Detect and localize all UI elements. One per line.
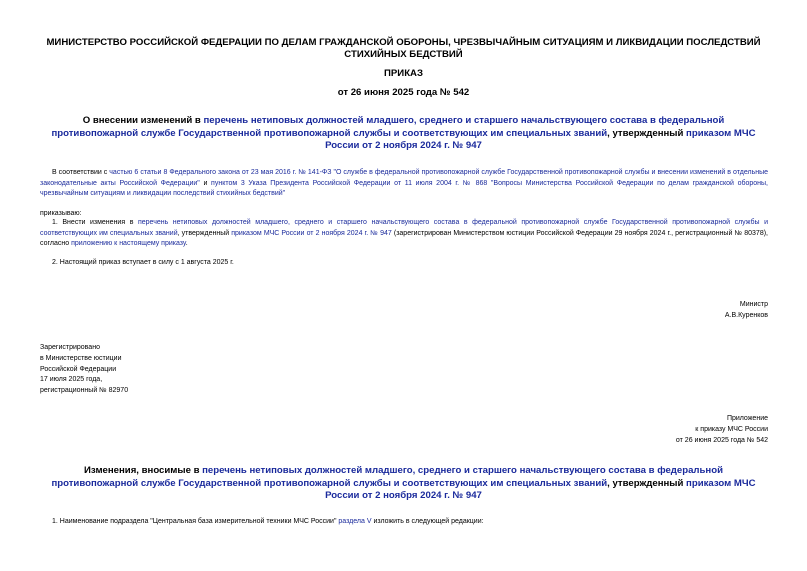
item1-text-c: (зарегистрирован Министерством юстиции Российской Федерации 29 ноября 2024 г., регистрационный № 80378), согласно bbox=[40, 229, 768, 247]
appendix-line: Приложение bbox=[726, 415, 768, 422]
signature-name: А.В.Куренков bbox=[724, 311, 768, 319]
title-prefix: О внесении изменений в bbox=[82, 115, 204, 126]
appendix-line: от 26 июня 2025 года № 542 bbox=[675, 436, 768, 444]
item1-text-d: . bbox=[185, 240, 188, 247]
paragraph-preamble bbox=[40, 168, 768, 200]
registration-line: 17 июля 2025 года, bbox=[40, 376, 103, 384]
item1-link-appendix[interactable]: приложению к настоящему приказу bbox=[71, 240, 186, 247]
item1-link-order[interactable]: приказом МЧС России от 2 ноября 2024 г. № 947 bbox=[231, 229, 392, 237]
changes-item1-text-b: изложить в следующей редакции: bbox=[371, 518, 484, 525]
paragraph-order-word: приказываю: bbox=[40, 210, 82, 217]
registration-line: в Министерстве юстиции bbox=[40, 354, 122, 362]
changes-item1-text-a: 1. Наименование подраздела "Центральная база измерительной техники МЧС России" bbox=[52, 518, 339, 525]
document-title bbox=[40, 115, 767, 153]
item1-link-list[interactable]: перечень нетиповых должностей младшего, среднего и старшего начальствующего состава в федеральной противопожарной службе Государственной противопожарной службы и соответствующих им специальных званий bbox=[40, 219, 769, 237]
changes-title-link-list[interactable]: перечень нетиповых должностей младшего, среднего и старшего начальствующего состава в федеральной противопожарной службе Государственной противопожарной службы и соответствующих им специальных званий bbox=[51, 465, 723, 489]
item1-text-b: , утвержденный bbox=[177, 229, 232, 237]
changes-title-middle: , утвержденный bbox=[607, 477, 687, 489]
preamble-text-a: В соответствии с bbox=[52, 169, 110, 176]
title-middle: , утвержденный bbox=[607, 127, 687, 139]
appendix-block bbox=[560, 414, 768, 446]
changes-title-prefix: Изменения, вносимые в bbox=[84, 465, 203, 476]
preamble-text-b: и bbox=[199, 179, 212, 187]
registration-line: Зарегистрировано bbox=[40, 344, 100, 351]
ministry-header: МИНИСТЕРСТВО РОССИЙСКОЙ ФЕДЕРАЦИИ ПО ДЕЛАМ ГРАЖДАНСКОЙ ОБОРОНЫ, ЧРЕЗВЫЧАЙНЫМ СИТУАЦИЯМ И ЛИКВИДАЦИИ ПОСЛЕДСТВИЙ СТИХИЙНЫХ БЕДСТВИЙ bbox=[46, 37, 761, 60]
changes-item-1 bbox=[40, 517, 768, 528]
changes-title bbox=[40, 465, 767, 503]
registration-line: регистрационный № 82970 bbox=[40, 387, 129, 395]
paragraph-item-2: 2. Настоящий приказ вступает в силу с 1 августа 2025 г. bbox=[52, 259, 234, 266]
registration-block bbox=[40, 343, 240, 397]
signature-position: Министр bbox=[739, 301, 768, 308]
preamble-link-federal-law[interactable]: частью 6 статьи 8 Федерального закона от 23 мая 2016 г. № 141-ФЗ "О службе в федеральной противопожарной службе Государственной противопожарной службы и внесении изменений в отдельные законодательные акты Российской Федерации" bbox=[40, 169, 769, 187]
changes-item1-link-section[interactable]: раздела V bbox=[338, 518, 372, 525]
item1-text-a: 1. Внести изменения в bbox=[52, 219, 138, 226]
appendix-line: к приказу МЧС России bbox=[695, 425, 768, 433]
registration-line: Российской Федерации bbox=[40, 365, 117, 373]
changes-title-link-order[interactable]: приказом МЧС России от 2 ноября 2024 г. № 947 bbox=[325, 477, 756, 501]
signature-block bbox=[600, 300, 768, 321]
paragraph-item-1 bbox=[40, 218, 768, 250]
document-date-number: от 26 июня 2025 года № 542 bbox=[337, 87, 470, 98]
title-link-list[interactable]: перечень нетиповых должностей младшего, среднего и старшего начальствующего состава в федеральной противопожарной службе Государственной противопожарной службы и соответствующих им специальных званий bbox=[51, 115, 725, 139]
preamble-link-decree[interactable]: пунктом 3 Указа Президента Российской Федерации от 11 июля 2004 г. № 868 "Вопросы Министерства Российской Федерации по делам гражданской обороны, чрезвычайным ситуациям и ликвидации последствий стихийных бедствий" bbox=[40, 179, 769, 197]
title-link-order[interactable]: приказом МЧС России от 2 ноября 2024 г. № 947 bbox=[325, 127, 756, 151]
document-type: ПРИКАЗ bbox=[384, 68, 423, 79]
